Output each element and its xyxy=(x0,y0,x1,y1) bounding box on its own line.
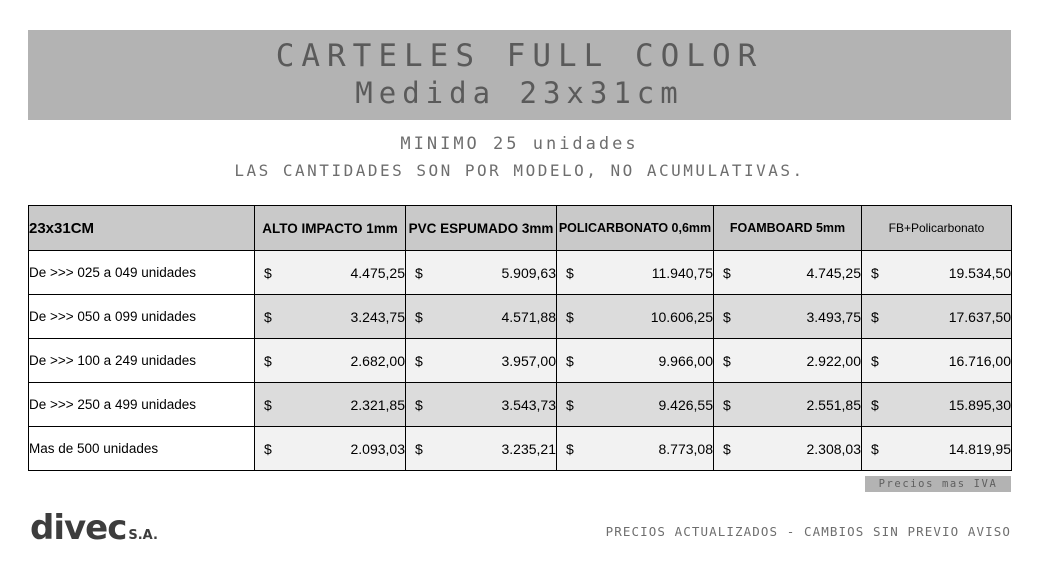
currency-symbol: $ xyxy=(871,308,879,325)
currency-symbol: $ xyxy=(415,308,423,325)
page-subtitle: Medida 23x31cm xyxy=(355,76,684,111)
price-value: 14.819,95 xyxy=(948,440,1011,457)
company-logo xyxy=(30,508,158,548)
price-cell xyxy=(406,383,557,427)
price-value: 4.475,25 xyxy=(350,264,405,281)
currency-symbol: $ xyxy=(415,264,423,281)
logo-text: divec xyxy=(30,508,127,548)
price-cell xyxy=(557,295,714,339)
price-value: 19.534,50 xyxy=(948,264,1011,281)
page-title: CARTELES FULL COLOR xyxy=(275,37,764,74)
price-cell xyxy=(406,295,557,339)
non-cumulative-note: LAS CANTIDADES SON POR MODELO, NO ACUMULATIVAS. xyxy=(234,160,805,180)
price-cell xyxy=(557,427,714,471)
price-value: 3.493,75 xyxy=(806,308,861,325)
currency-symbol: $ xyxy=(871,440,879,457)
minimum-quantity-note: MINIMO 25 unidades xyxy=(400,134,639,154)
price-cell xyxy=(714,295,862,339)
price-cell xyxy=(557,383,714,427)
currency-symbol: $ xyxy=(723,440,731,457)
currency-symbol: $ xyxy=(415,352,423,369)
status-badge: Precios mas IVA xyxy=(865,476,1011,492)
currency-symbol: $ xyxy=(566,308,574,325)
price-cell xyxy=(406,251,557,295)
price-value: 2.321,85 xyxy=(350,396,405,413)
table-row xyxy=(29,251,1012,295)
price-cell xyxy=(862,339,1012,383)
price-cell xyxy=(862,295,1012,339)
price-cell xyxy=(862,383,1012,427)
price-value: 4.571,88 xyxy=(501,308,556,325)
price-value: 11.940,75 xyxy=(651,264,713,281)
price-cell xyxy=(862,251,1012,295)
currency-symbol: $ xyxy=(566,264,574,281)
price-value: 2.922,00 xyxy=(806,352,861,369)
price-value: 3.243,75 xyxy=(350,308,405,325)
table-row xyxy=(29,295,1012,339)
header-cell-foamboard: FOAMBOARD 5mm xyxy=(714,206,862,251)
price-value: 9.966,00 xyxy=(658,352,713,369)
currency-symbol: $ xyxy=(566,396,574,413)
currency-symbol: $ xyxy=(723,352,731,369)
price-cell xyxy=(255,251,406,295)
price-cell xyxy=(255,295,406,339)
currency-symbol: $ xyxy=(871,264,879,281)
price-value: 16.716,00 xyxy=(948,352,1011,369)
currency-symbol: $ xyxy=(264,308,272,325)
table-header-row xyxy=(29,206,1012,251)
price-cell xyxy=(714,339,862,383)
row-label-100-249: De >>> 100 a 249 unidades xyxy=(29,339,255,383)
price-value: 15.895,30 xyxy=(948,396,1011,413)
row-label-mas-500: Mas de 500 unidades xyxy=(29,427,255,471)
currency-symbol: $ xyxy=(264,264,272,281)
currency-symbol: $ xyxy=(415,396,423,413)
row-label-250-499: De >>> 250 a 499 unidades xyxy=(29,383,255,427)
header-cell-policarbonato: POLICARBONATO 0,6mm xyxy=(557,206,714,251)
currency-symbol: $ xyxy=(723,264,731,281)
logo-suffix: S.A. xyxy=(128,528,158,543)
header-cell-alto-impacto: ALTO IMPACTO 1mm xyxy=(255,206,406,251)
currency-symbol: $ xyxy=(264,352,272,369)
price-value: 3.957,00 xyxy=(501,352,556,369)
footer-disclaimer: PRECIOS ACTUALIZADOS - CAMBIOS SIN PREVIO AVISO xyxy=(605,524,1011,539)
price-value: 3.235,21 xyxy=(501,440,556,457)
currency-symbol: $ xyxy=(871,352,879,369)
currency-symbol: $ xyxy=(264,440,272,457)
price-cell xyxy=(714,251,862,295)
currency-symbol: $ xyxy=(264,396,272,413)
price-value: 10.606,25 xyxy=(650,308,713,325)
currency-symbol: $ xyxy=(871,396,879,413)
price-table-wrapper xyxy=(28,205,1011,471)
price-value: 17.637,50 xyxy=(948,308,1011,325)
price-value: 3.543,73 xyxy=(501,396,556,413)
price-cell xyxy=(714,427,862,471)
price-cell xyxy=(406,427,557,471)
currency-symbol: $ xyxy=(566,352,574,369)
notes-block xyxy=(0,133,1039,182)
header-cell-pvc-espumado: PVC ESPUMADO 3mm xyxy=(406,206,557,251)
header-banner xyxy=(28,30,1011,120)
price-value: 9.426,55 xyxy=(658,396,713,413)
price-cell xyxy=(406,339,557,383)
price-cell xyxy=(255,339,406,383)
price-value: 2.308,03 xyxy=(806,440,861,457)
price-value: 5.909,63 xyxy=(501,264,556,281)
price-value: 2.551,85 xyxy=(806,396,861,413)
price-cell xyxy=(862,427,1012,471)
price-cell xyxy=(255,427,406,471)
row-label-050-099: De >>> 050 a 099 unidades xyxy=(29,295,255,339)
price-cell xyxy=(557,339,714,383)
row-label-025-049: De >>> 025 a 049 unidades xyxy=(29,251,255,295)
price-value: 2.093,03 xyxy=(350,440,405,457)
currency-symbol: $ xyxy=(723,308,731,325)
price-value: 2.682,00 xyxy=(350,352,405,369)
price-cell xyxy=(557,251,714,295)
price-cell xyxy=(255,383,406,427)
header-cell-size: 23x31CM xyxy=(29,206,255,251)
header-cell-fb-policarbonato: FB+Policarbonato xyxy=(862,206,1012,251)
table-row xyxy=(29,383,1012,427)
price-value: 4.745,25 xyxy=(806,264,861,281)
currency-symbol: $ xyxy=(415,440,423,457)
table-row xyxy=(29,339,1012,383)
price-value: 8.773,08 xyxy=(658,440,713,457)
currency-symbol: $ xyxy=(723,396,731,413)
price-cell xyxy=(714,383,862,427)
table-row xyxy=(29,427,1012,471)
price-table xyxy=(28,205,1012,471)
currency-symbol: $ xyxy=(566,440,574,457)
